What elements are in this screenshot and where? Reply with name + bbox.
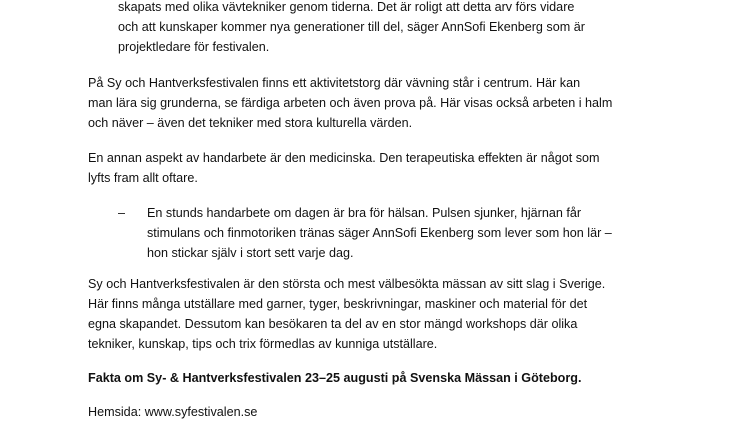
text-line: lyfts fram allt oftare. (88, 171, 198, 185)
text-line: En annan aspekt av handarbete är den medicinska. Den terapeutiska effekten är något som (88, 151, 600, 165)
text-line: Här finns många utställare med garner, tyger, beskrivningar, maskiner och material för det (88, 297, 588, 311)
bullet-dash: – (118, 206, 126, 220)
text-line: tekniker, kunskap, tips och trix förmedlas av kunniga utställare. (88, 337, 438, 351)
text-line: projektledare för festivalen. (118, 40, 270, 54)
facts-heading: Fakta om Sy- & Hantverksfestivalen 23–25 augusti på Svenska Mässan i Göteborg. (88, 371, 582, 385)
text-line: man lära sig grunderna, se färdiga arbeten och även prova på. Här visas också arbeten i halm (88, 96, 613, 110)
text-line: stimulans och finmotoriken tränas säger AnnSofi Ekenberg som lever som hon lär – (147, 226, 612, 240)
website-line: Hemsida: www.syfestivalen.se (88, 405, 258, 419)
text-line: Sy och Hantverksfestivalen är den största och mest välbesökta mässan av sitt slag i Sverige. (88, 277, 606, 291)
bullet-quote-paragraph (147, 203, 612, 263)
text-line: och näver – även det tekniker med stora kulturella värden. (88, 116, 413, 130)
fair-paragraph (88, 274, 708, 354)
text-line: hon stickar själv i stort sett varje dag. (147, 246, 354, 260)
activity-paragraph (88, 73, 708, 133)
text-line: På Sy och Hantverksfestivalen finns ett aktivitetstorg där vävning står i centrum. Här kan (88, 76, 581, 90)
text-line: skapats med olika vävtekniker genom tiderna. Det är roligt att detta arv förs vidare (118, 0, 575, 14)
text-line: egna skapandet. Dessutom kan besökaren ta del av en stor mängd workshops där olika (88, 317, 578, 331)
intro-quote-paragraph (118, 0, 718, 57)
medical-paragraph (88, 148, 708, 188)
text-line: och att kunskaper kommer nya generationer till del, säger AnnSofi Ekenberg som är (118, 20, 585, 34)
text-line: En stunds handarbete om dagen är bra för hälsan. Pulsen sjunker, hjärnan får (147, 206, 582, 220)
